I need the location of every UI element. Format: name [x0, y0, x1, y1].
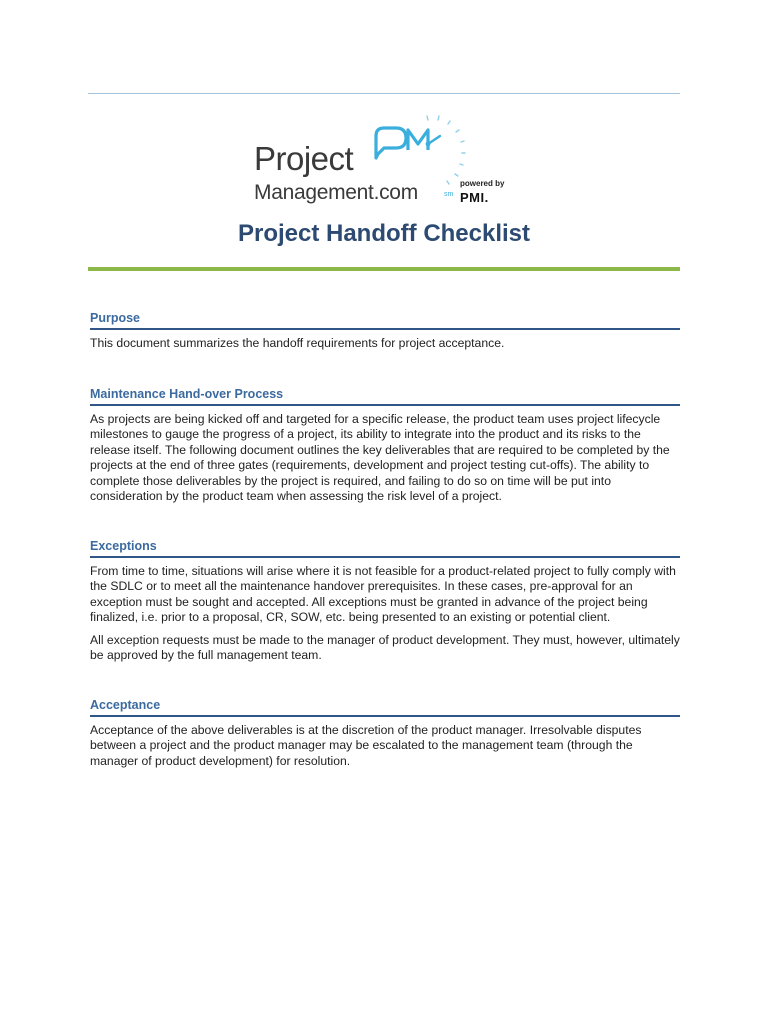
- section-paragraph: From time to time, situations will arise where it is not feasible for a product-related project to fully comply with the SDLC or to meet all the maintenance handover prerequisites. In these cases, pre-approval for an exception must be sought and accepted. All exceptions must be granted in advance of the project being finalized, i.e. prior to a proposal, CR, SOW, etc. being presented to an existing or potential client.: [90, 564, 676, 625]
- section-heading: Purpose: [90, 310, 680, 330]
- section-acceptance: [90, 697, 680, 769]
- section-heading: Acceptance: [90, 697, 680, 717]
- section-heading: Maintenance Hand-over Process: [90, 386, 680, 406]
- logo-word-management: Management.com: [254, 181, 418, 204]
- logo-powered-by: powered by: [460, 179, 505, 188]
- section-exceptions: [90, 538, 680, 663]
- section-maintenance-handover: [90, 386, 680, 504]
- projectmanagement-logo: [248, 108, 520, 208]
- section-purpose: [90, 310, 680, 351]
- logo-word-project: Project: [254, 140, 354, 177]
- title-divider: [88, 267, 680, 271]
- section-paragraph: All exception requests must be made to the manager of product development. They must, however, ultimately be approved by the full management team.: [90, 632, 680, 663]
- section-heading: Exceptions: [90, 538, 680, 558]
- top-divider: [88, 93, 680, 94]
- section-paragraph: As projects are being kicked off and targeted for a specific release, the product team uses project lifecycle milestones to gauge the progress of a project, its ability to integrate into the product and its risks to the release itself. The following document outlines the key deliverables that are required to be completed by the projects at the end of three gates (requirements, development and project testing cut-offs). The ability to complete those deliverables by the project is required, and failing to do so on time will be put into consideration by the product team when assessing the risk level of a project.: [90, 412, 670, 504]
- section-paragraph: This document summarizes the handoff requirements for project acceptance.: [90, 336, 505, 350]
- document-title: Project Handoff Checklist: [237, 220, 531, 247]
- pmi-logo: PMI.: [460, 190, 489, 205]
- logo-service-mark: sm: [444, 191, 454, 198]
- section-paragraph: Acceptance of the above deliverables is at the discretion of the product manager. Irresolvable disputes between a project and the product manager may be escalated to the management team (through the manager of product development) for resolution.: [90, 723, 642, 768]
